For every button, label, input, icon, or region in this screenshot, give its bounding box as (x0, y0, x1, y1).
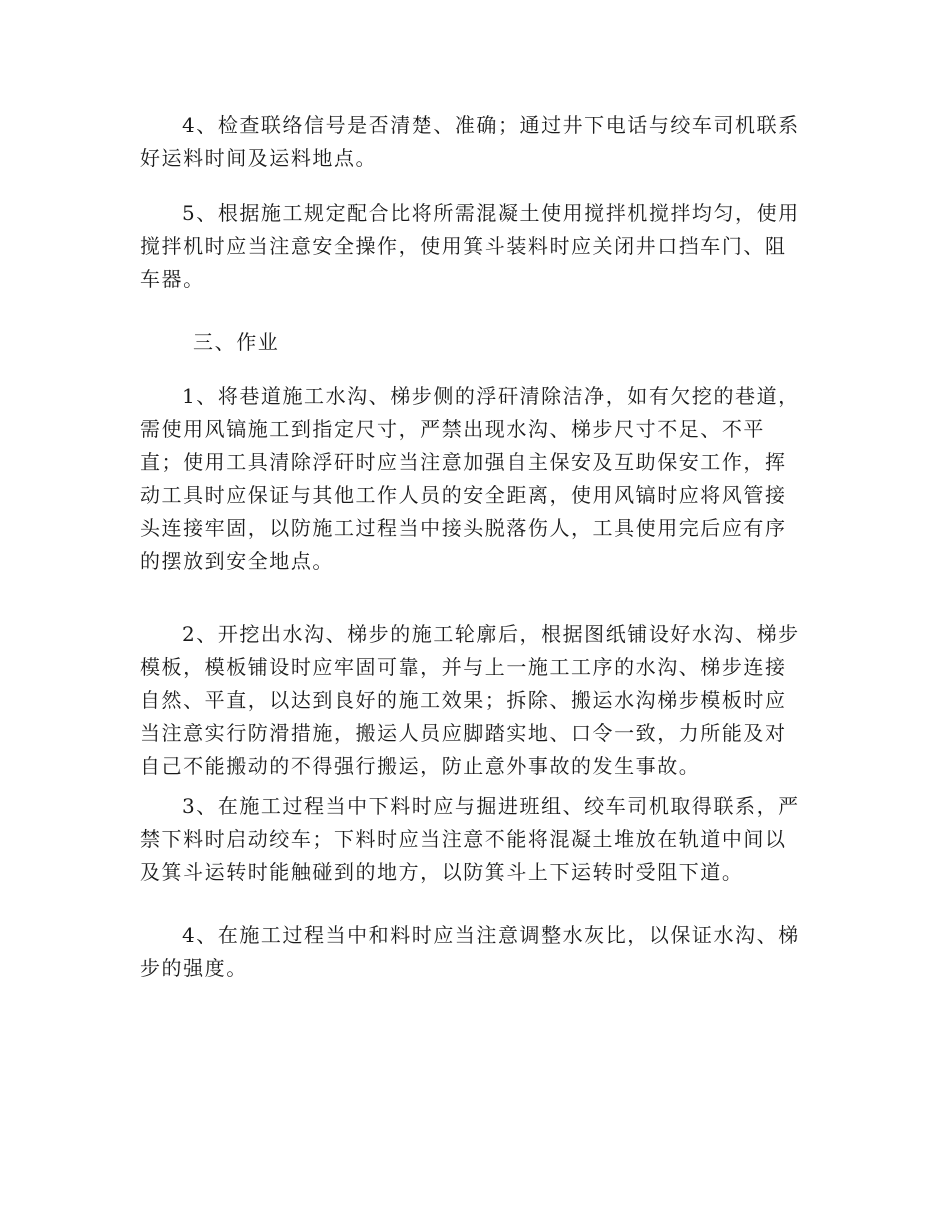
paragraph-item-1-clear-debris (140, 380, 820, 578)
section-heading-operation: 三、作业 (193, 330, 280, 354)
text-line: 的摆放到安全地点。 (140, 549, 334, 573)
text-line: 4、检查联络信号是否清楚、准确；通过井下电话与绞车司机联系 (182, 113, 800, 137)
text-line: 头连接牢固，以防施工过程当中接头脱落伤人，工具使用完后应有序 (140, 516, 787, 540)
paragraph-item-2-formwork (140, 618, 820, 783)
text-line: 好运料时间及运料地点。 (140, 146, 378, 170)
text-line: 自然、平直，以达到良好的施工效果；拆除、搬运水沟梯步模板时应 (140, 688, 787, 712)
text-line: 及箕斗运转时能触碰到的地方，以防箕斗上下运转时受阻下道。 (140, 860, 744, 884)
text-line: 自己不能搬动的不得强行搬运，防止意外事故的发生事故。 (140, 754, 701, 778)
paragraph-item-3-material-delivery (140, 790, 820, 889)
text-line: 禁下料时启动绞车；下料时应当注意不能将混凝土堆放在轨道中间以 (140, 827, 787, 851)
paragraph-item-4-water-cement-ratio (140, 919, 820, 985)
text-line: 2、开挖出水沟、梯步的施工轮廓后，根据图纸铺设好水沟、梯步 (182, 622, 800, 646)
text-line: 当注意实行防滑措施，搬运人员应脚踏实地、口令一致，力所能及对 (140, 721, 787, 745)
paragraph-item-4-check-signals (140, 109, 820, 175)
text-line: 搅拌机时应当注意安全操作，使用箕斗装料时应关闭井口挡车门、阻 (140, 234, 787, 258)
text-line: 4、在施工过程当中和料时应当注意调整水灰比，以保证水沟、梯 (182, 923, 800, 947)
text-line: 模板，模板铺设时应牢固可靠，并与上一施工工序的水沟、梯步连接 (140, 655, 787, 679)
text-line: 1、将巷道施工水沟、梯步侧的浮矸清除洁净，如有欠挖的巷道， (182, 384, 800, 408)
text-line: 步的强度。 (140, 956, 248, 980)
text-line: 直；使用工具清除浮矸时应当注意加强自主保安及互助保安工作，挥 (140, 450, 787, 474)
paragraph-item-5-mixing (140, 197, 820, 296)
text-line: 车器。 (140, 267, 205, 291)
text-line: 5、根据施工规定配合比将所需混凝土使用搅拌机搅拌均匀，使用 (182, 201, 800, 225)
text-line: 3、在施工过程当中下料时应与掘进班组、绞车司机取得联系，严 (182, 794, 800, 818)
text-line: 动工具时应保证与其他工作人员的安全距离，使用风镐时应将风管接 (140, 483, 787, 507)
text-line: 需使用风镐施工到指定尺寸，严禁出现水沟、梯步尺寸不足、不平 (140, 417, 765, 441)
